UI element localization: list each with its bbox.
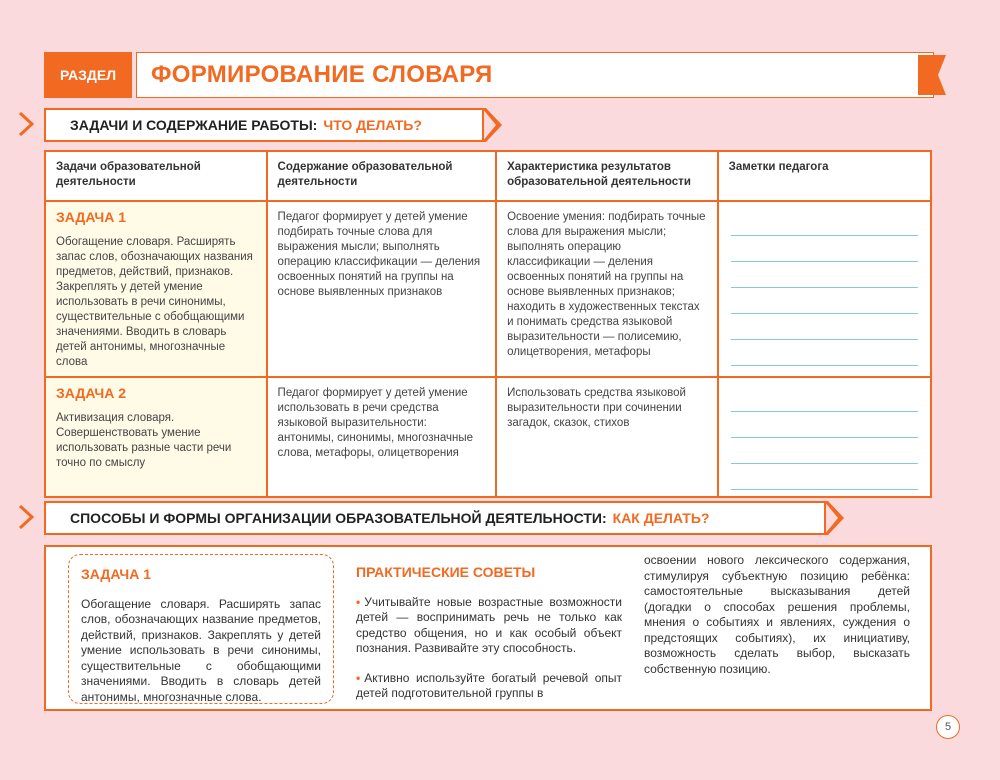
column-header: Характеристика результатов образовательной деятельности — [496, 151, 718, 201]
page-number: 5 — [936, 715, 960, 739]
column-header: Заметки педагога — [718, 151, 931, 201]
section-bar-tasks — [44, 108, 484, 142]
page-header — [44, 52, 932, 98]
tip-item — [356, 671, 622, 702]
task-label: ЗАДАЧА 1 — [56, 209, 127, 225]
table-row — [45, 377, 931, 497]
section-bar-methods — [44, 501, 826, 535]
table-row — [45, 201, 931, 377]
bar-arrow-icon — [824, 501, 844, 535]
note-line[interactable] — [731, 340, 918, 366]
content-cell: Педагог формирует у детей умение подбирать точные слова для выражения мысли; выполнять операцию классификации — деления освоенных понятий на группы на основе выявленных признаков — [267, 201, 497, 377]
table-header-row — [45, 151, 931, 201]
task-label: ЗАДАЧА 2 — [56, 385, 127, 401]
section-question: КАК ДЕЛАТЬ? — [612, 510, 710, 526]
task-card-text: Обогащение словаря. Расширять запас слов, обозначающих название предметов, действий, признаков. Закреплять у детей умение использовать в речи синонимы, существительные с обобщающими значениями. Вводить в словарь детей антонимы, многозначные слова. — [81, 596, 321, 704]
note-line[interactable] — [731, 210, 918, 236]
section-title: СПОСОБЫ И ФОРМЫ ОРГАНИЗАЦИИ ОБРАЗОВАТЕЛЬНОЙ ДЕЯТЕЛЬНОСТИ: — [70, 510, 607, 526]
task-cell — [45, 377, 267, 497]
arrow-marker-icon — [16, 502, 38, 532]
arrow-marker-icon — [16, 109, 38, 139]
section-question: ЧТО ДЕЛАТЬ? — [323, 117, 422, 133]
result-cell: Использовать средства языковой выразительности при сочинении загадок, сказок, стихов — [496, 377, 718, 497]
tips-column — [356, 565, 622, 702]
tips-continuation: освоении нового лексического содержания, стимулируя субъектную позицию ребёнка: самостоятельные высказывания детей (догадки о способах решения проблемы, мнения о событиях и явлениях, суждения о предстоящих событиях), их инициативу, возможность сделать выбор, высказать собственную позицию. — [644, 553, 910, 676]
task-card — [68, 554, 334, 704]
title-box — [136, 52, 934, 98]
section-title: ЗАДАЧИ И СОДЕРЖАНИЕ РАБОТЫ: — [70, 117, 318, 133]
task-text: Обогащение словаря. Расширять запас слов, обозначающих названия предметов, действий, признаков. Закреплять у детей умение использовать в речи синонимы, существительные с обобщающими значениями. Вводить в словарь детей антонимы, многозначные слова — [56, 236, 253, 368]
task-card-label: ЗАДАЧА 1 — [81, 566, 152, 582]
note-line[interactable] — [731, 236, 918, 262]
tip-text: Учитывайте новые возрастные возможности детей — воспринимать речь не только как средство общения, но и как особый объект познания. Развивайте эту способность. — [356, 594, 622, 655]
column-header: Содержание образовательной деятельности — [267, 151, 497, 201]
note-line[interactable] — [731, 314, 918, 340]
page-title: ФОРМИРОВАНИЕ СЛОВАРЯ — [151, 61, 493, 88]
bullet: • — [356, 670, 361, 685]
content-cell: Педагог формирует у детей умение использовать в речи средства языковой выразительности: антонимы, синонимы, многозначные слова, метафоры, олицетворения — [267, 377, 497, 497]
bullet: • — [356, 594, 361, 609]
ribbon-icon — [918, 55, 946, 95]
section-tag: РАЗДЕЛ — [44, 52, 132, 98]
result-cell: Освоение умения: подбирать точные слова для выражения мысли; выполнять операцию классификации — деления освоенных понятий на группы на основе выявленных признаков; находить в художественных текстах и понимать средства языковой выразительности — полисемию, олицетворения, метафоры — [496, 201, 718, 377]
note-line[interactable] — [731, 262, 918, 288]
note-line[interactable] — [731, 288, 918, 314]
tips-title: ПРАКТИЧЕСКИЕ СОВЕТЫ — [356, 564, 536, 580]
methods-box — [44, 545, 932, 711]
note-line[interactable] — [731, 438, 918, 464]
tasks-table — [44, 150, 932, 498]
notes-cell — [718, 377, 931, 497]
task-cell — [45, 201, 267, 377]
tip-item — [356, 595, 622, 657]
note-line[interactable] — [731, 412, 918, 438]
tip-text: Активно используйте богатый речевой опыт детей подготовительной группы в — [356, 670, 622, 700]
note-line[interactable] — [731, 386, 918, 412]
column-header: Задачи образовательной деятельности — [45, 151, 267, 201]
notes-cell — [718, 201, 931, 377]
task-text: Активизация словаря. Совершенствовать умение использовать разные части речи точно по смыслу — [56, 412, 232, 469]
note-line[interactable] — [731, 464, 918, 490]
bar-arrow-icon — [482, 108, 502, 142]
